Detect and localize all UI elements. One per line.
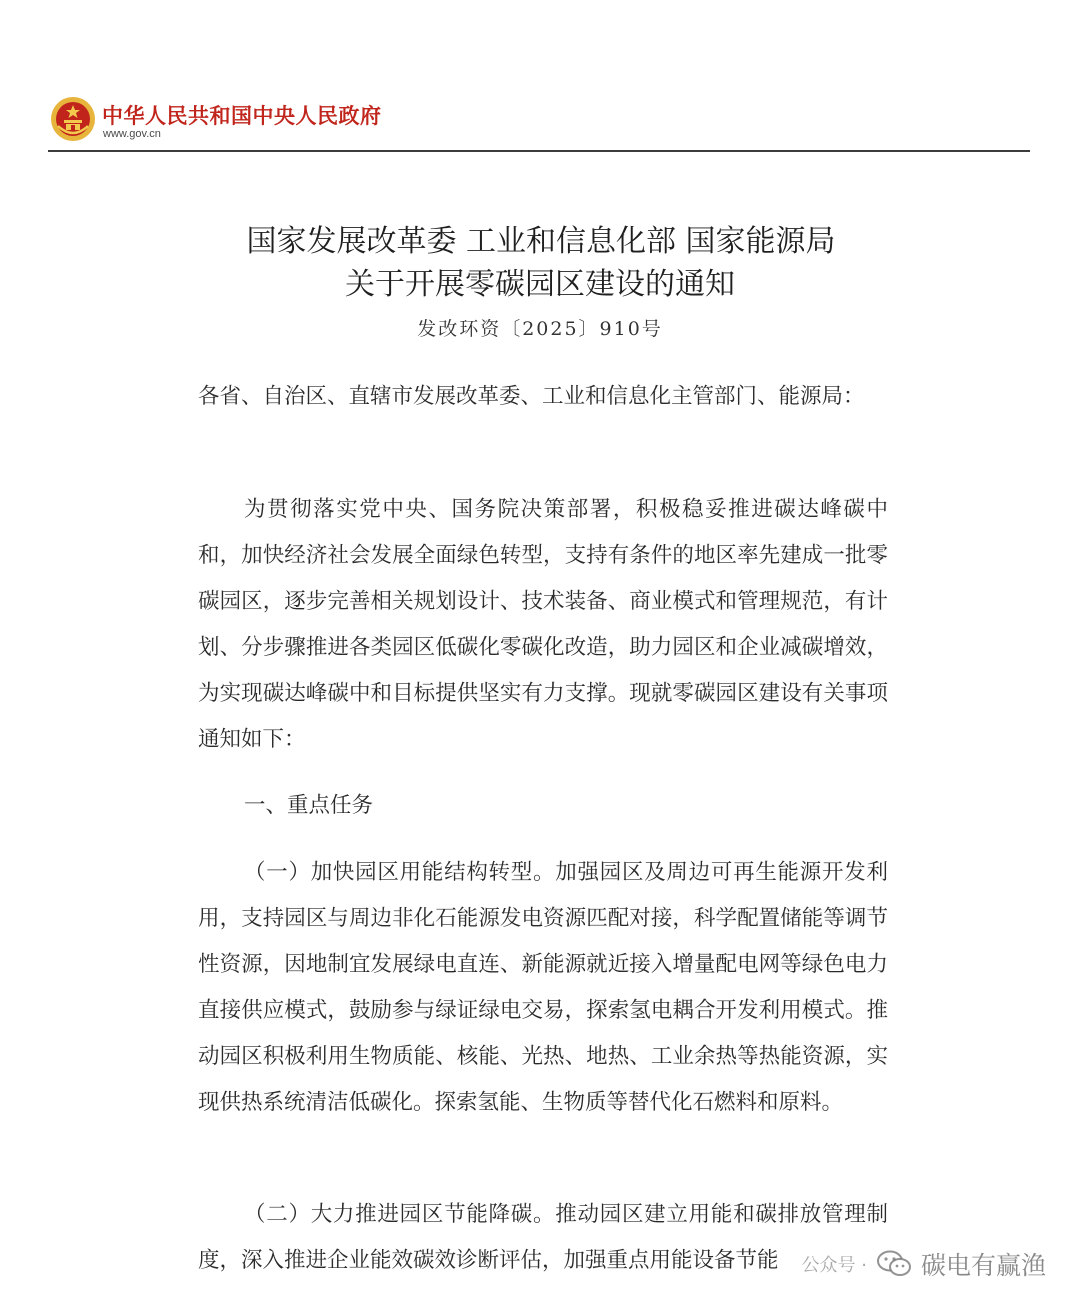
watermark-text: 碳电有赢渔 xyxy=(920,1251,1046,1280)
header-divider xyxy=(48,150,1030,152)
site-name[interactable]: 中华人民共和国中央人民政府 xyxy=(102,103,382,128)
watermark-prefix: 公众号 · xyxy=(801,1255,867,1276)
task-item-2: （二）大力推进园区节能降碳。推动园区建立用能和碳排放管理制度，深入推进企业能效碳效诊断评估，加强重点用能设备节能 xyxy=(198,1202,888,1273)
task-item-1: （一）加快园区用能结构转型。加强园区及周边可再生能源开发利用，支持园区与周边非化石能源发电资源匹配对接，科学配置储能等调节性资源，因地制宜发展绿电直连、新能源就近接入增量配电网等绿色电力直接供应模式，鼓励参与绿证绿电交易，探索氢电耦合开发利用模式。推动园区积极利用生物质能、核能、光热、地热、工业余热等热能资源，实现供热系统清洁低碳化。探索氢能、生物质等替代化石燃料和原料。 xyxy=(198,860,888,1115)
document-title-line-2: 关于开展零碳园区建设的通知 xyxy=(345,267,735,302)
site-url[interactable]: www.gov.cn xyxy=(103,128,161,140)
intro-paragraph: 为贯彻落实党中央、国务院决策部署，积极稳妥推进碳达峰碳中和，加快经济社会发展全面绿色转型，支持有条件的地区率先建成一批零碳园区，逐步完善相关规划设计、技术装备、商业模式和管理规范，有计划、分步骤推进各类园区低碳化零碳化改造，助力园区和企业减碳增效，为实现碳达峰碳中和目标提供坚实有力支撑。现就零碳园区建设有关事项通知如下： xyxy=(198,497,888,752)
document-title-line-1: 国家发展改革委 工业和信息化部 国家能源局 xyxy=(246,224,836,259)
section-heading: 一、重点任务 xyxy=(244,793,374,818)
wechat-icon xyxy=(877,1250,911,1278)
account-watermark xyxy=(802,1244,1046,1284)
recipients: 各省、自治区、直辖市发展改革委、工业和信息化主管部门、能源局： xyxy=(198,384,865,409)
document-number: 发改环资〔2025〕910号 xyxy=(417,318,663,340)
national-emblem-icon xyxy=(50,96,96,142)
site-header xyxy=(50,96,550,146)
